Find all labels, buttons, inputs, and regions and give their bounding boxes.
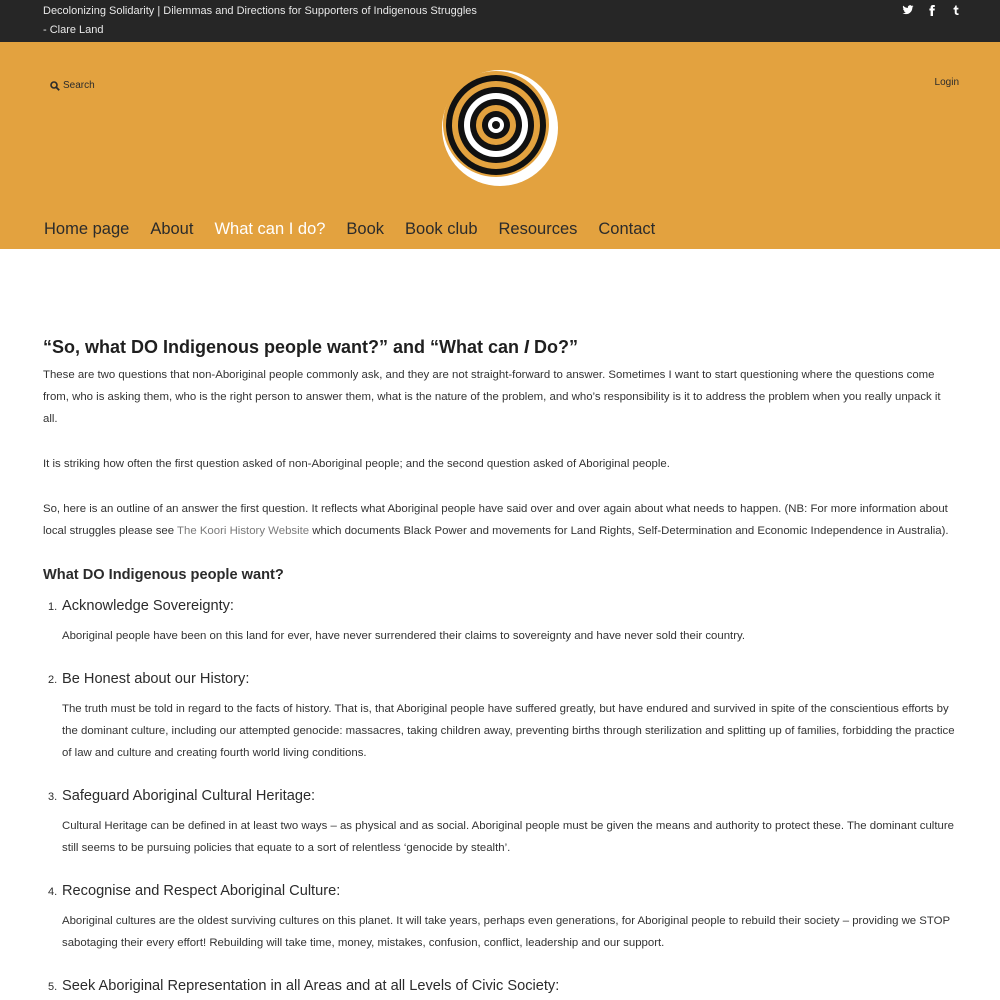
- page-title-italic: I: [524, 337, 530, 357]
- page-title-part2: Do?”: [529, 337, 579, 357]
- list-item: [43, 668, 957, 764]
- main-content: [43, 334, 957, 997]
- list-number: 2.: [48, 674, 58, 686]
- outline-text-1: So, here is an outline of an answer the first question. It reflects what Aboriginal people have said over and over again about what needs to happen. (NB: For more information about local struggles please see: [43, 503, 948, 537]
- intro-paragraph: These are two questions that non-Aboriginal people commonly ask, and they are not straight-forward to answer. Sometimes I want to start questioning where the questions come from, who is asking them, who is the right person to answer them, what is the nature of the problem, and who’s responsibility is it to address the problem when you really unpack it all.: [43, 369, 941, 425]
- page-title-part1: “So, what DO Indigenous people want?” and “What can: [43, 337, 525, 357]
- facebook-icon[interactable]: [926, 4, 938, 18]
- page-title: [43, 334, 957, 360]
- list-item-text: Aboriginal people have been on this land for ever, have never surrendered their claims to sovereignty and have never sold their country.: [62, 630, 745, 642]
- list-number: 4.: [48, 886, 58, 898]
- search-label: Search: [63, 80, 95, 91]
- twitter-icon[interactable]: [902, 4, 914, 18]
- list-number: 5.: [48, 981, 58, 993]
- outline-text-2: which documents Black Power and movements for Land Rights, Self-Determination and Economic Independence in Australia).: [309, 525, 949, 537]
- site-header: [0, 42, 1000, 249]
- list-item-title: Recognise and Respect Aboriginal Culture:: [62, 883, 341, 899]
- section-heading: What DO Indigenous people want?: [43, 567, 284, 583]
- list-item-title: Seek Aboriginal Representation in all Areas and at all Levels of Civic Society:: [62, 978, 560, 994]
- top-bar: [0, 0, 1000, 42]
- nav-book[interactable]: Book: [346, 220, 385, 238]
- list-item-text: Aboriginal cultures are the oldest surviving cultures on this planet. It will take years, perhaps even generations, for Aboriginal people to rebuild their society – providing we STOP sabotaging their every effort! Rebuilding will take time, money, mistakes, confusion, conflict, leadership and our support.: [62, 915, 950, 949]
- nav-about[interactable]: About: [150, 220, 194, 238]
- nav-what-can-i-do[interactable]: What can I do?: [214, 220, 326, 238]
- site-title[interactable]: Decolonizing Solidarity | Dilemmas and Directions for Supporters of Indigenous Struggles - Clare Land: [43, 5, 477, 36]
- tumblr-icon[interactable]: [950, 4, 962, 18]
- nav-home-page[interactable]: Home page: [44, 220, 130, 238]
- list-item: [43, 595, 957, 647]
- list-item-title: Safeguard Aboriginal Cultural Heritage:: [62, 788, 316, 804]
- outline-paragraph: [43, 498, 957, 542]
- search-icon: [50, 81, 60, 91]
- list-item-title: Acknowledge Sovereignty:: [62, 598, 234, 614]
- social-links: [902, 4, 962, 18]
- striking-paragraph: It is striking how often the first question asked of non-Aboriginal people; and the second question asked of Aboriginal people.: [43, 458, 670, 470]
- search-button[interactable]: [50, 80, 95, 91]
- nav-contact[interactable]: Contact: [598, 220, 656, 238]
- list-item: [43, 880, 957, 954]
- list-item-text: Cultural Heritage can be defined in at least two ways – as physical and as social. Aboriginal people must be given the means and authority to protect these. The dominant culture still seems to be pursuing policies that equate to a sort of relentless ‘genocide by stealth’.: [62, 820, 954, 854]
- nav-book-club[interactable]: Book club: [405, 220, 478, 238]
- list-number: 1.: [48, 601, 58, 613]
- list-item: [43, 785, 957, 859]
- login-link[interactable]: Login: [934, 77, 959, 88]
- list-number: 3.: [48, 791, 58, 803]
- koori-history-link[interactable]: The Koori History Website: [177, 525, 310, 537]
- list-item-title: Be Honest about our History:: [62, 671, 250, 687]
- list-item: [43, 975, 957, 997]
- list-item-text: The truth must be told in regard to the facts of history. That is, that Aboriginal people have suffered greatly, but have endured and survived in spite of the conscientious efforts by the dominant culture, including our attempted genocide: massacres, taking children away, preventing births through sterilization and splitting up of families, forbidding the practice of law and culture and creating fourth world living conditions.: [62, 703, 955, 759]
- site-logo[interactable]: [441, 69, 559, 187]
- nav-resources[interactable]: Resources: [498, 220, 578, 238]
- main-nav: [44, 220, 655, 239]
